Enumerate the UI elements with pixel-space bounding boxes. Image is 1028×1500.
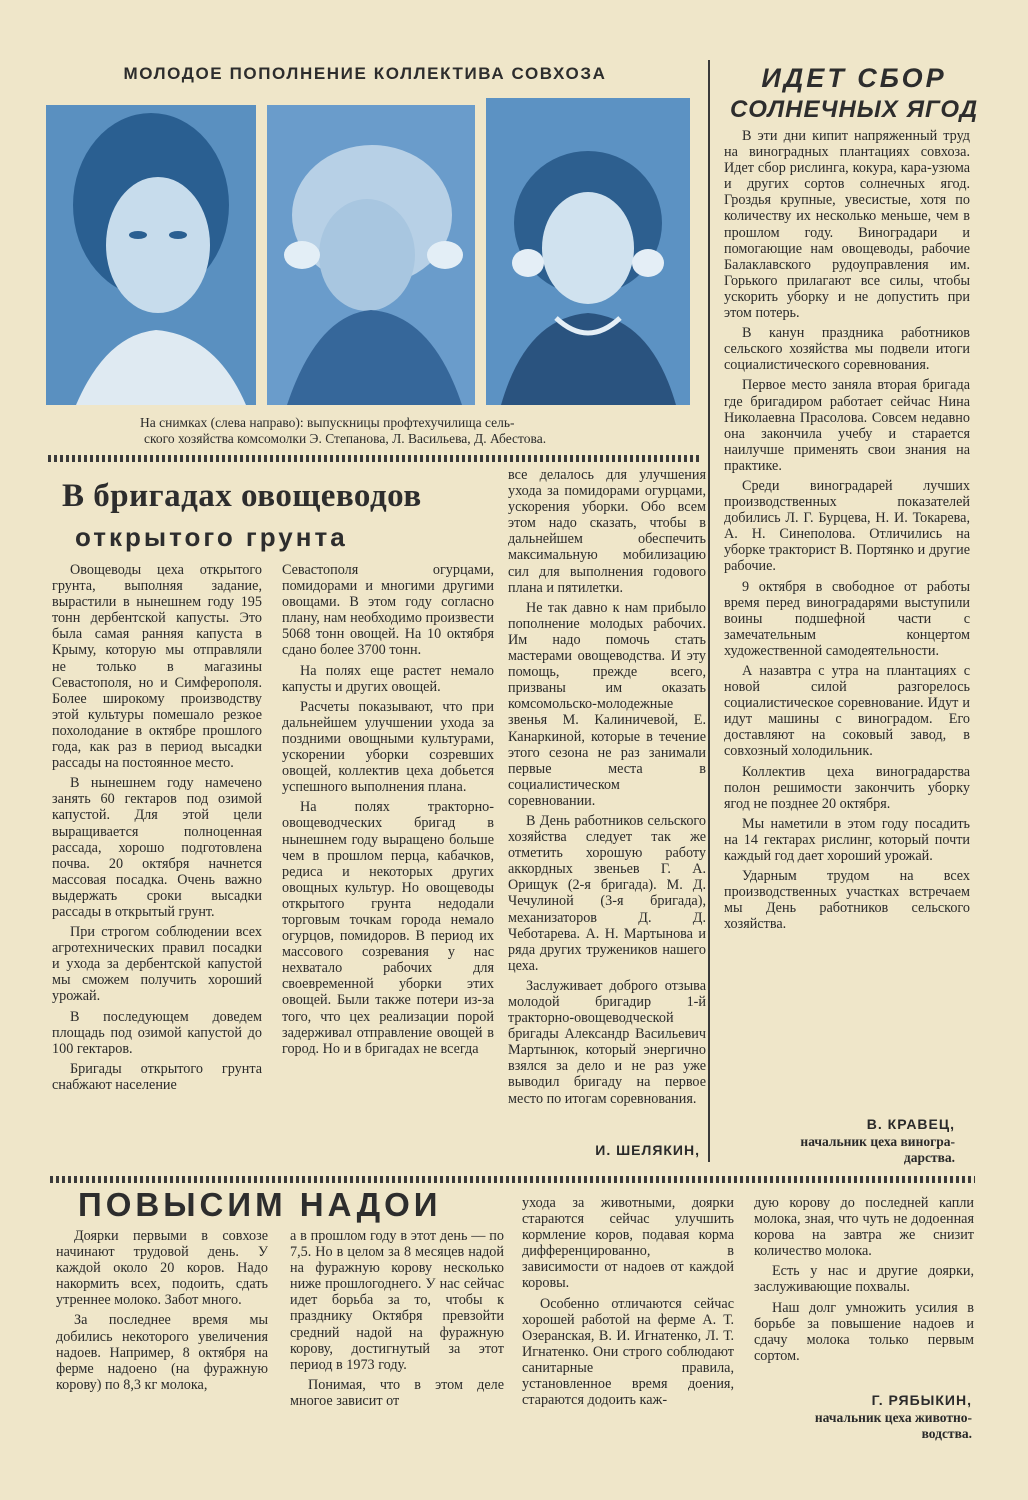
photo-vasilyeva xyxy=(267,105,475,405)
main-signature: И. ШЕЛЯКИН, xyxy=(595,1142,700,1158)
section-title: МОЛОДОЕ ПОПОЛНЕНИЕ КОЛЛЕКТИВА СОВХОЗА xyxy=(123,64,607,83)
sidebar-role-line-1: начальник цеха виногра- xyxy=(800,1134,955,1149)
paragraph: На полях еще растет немало капусты и других овощей. xyxy=(282,662,494,695)
caption-line-2: ского хозяйства комсомолки Э. Степанова, Л. Васильева, Д. Абестова. xyxy=(144,431,547,446)
paragraph: В эти дни кипит напряженный труд на виноградных плантациях совхоза. Идет сбор рислинга, кокура, кара-узюма и других сортов солнечных ягод. Гроздья крупные, увесистые, хотя по количеству их несколько меньше, чем в прошлом году. Виноградари и помогающие нам овощеводы, рабочие Балаклавского рудоуправления им. Горького прилагают все силы, чтобы ускорить уборку и не допустить при этом потерь. xyxy=(724,128,970,322)
paragraph: Расчеты показывают, что при дальнейшем улучшении ухода за поздними овощными культурами, ускорении уборки созревших овощей, коллектив цеха добьется успешного выполнения плана. xyxy=(282,698,494,796)
bottom-col-3 xyxy=(522,1195,734,1470)
bottom-signature-role xyxy=(760,1410,972,1442)
paragraph: Доярки первыми в совхозе начинают трудовой день. У каждой около 20 коров. Надо накормить всех, подоить, сдать утреннее молоко. Забот много. xyxy=(56,1228,268,1309)
paragraph: ухода за животными, доярки стараются сейчас улучшить кормление коров, подавая корма дифференцированно, в зависимости от надоев от каждой коровы. xyxy=(522,1195,734,1292)
bottom-role-line-2: водства. xyxy=(921,1426,972,1441)
sidebar-role-line-2: дарства. xyxy=(903,1150,955,1165)
main-col-2 xyxy=(282,562,494,1174)
column-rule xyxy=(708,60,710,1162)
paragraph: Коллектив цеха виноградарства полон решимости закончить уборку ягод не позднее 20 октября. xyxy=(724,763,970,812)
main-col-3 xyxy=(508,467,706,1139)
dotted-separator-top xyxy=(48,455,700,462)
bottom-col-1 xyxy=(56,1228,268,1468)
sidebar-title-line-1: ИДЕТ СБОР xyxy=(761,63,947,93)
sidebar-signature-name: В. КРАВЕЦ, xyxy=(866,1116,955,1132)
paragraph: Есть у нас и другие доярки, заслуживающие похвалы. xyxy=(754,1263,974,1296)
dotted-separator-bottom xyxy=(50,1176,975,1183)
paragraph: В канун праздника работников сельского хозяйства мы подвели итоги социалистического соревнования. xyxy=(724,325,970,374)
paragraph: При строгом соблюдении всех агротехнических правил посадки и ухода за дербентской капустой мы сможем получить хороший урожай. xyxy=(52,924,262,1005)
paragraph: А назавтра с утра на плантациях с новой силой разгорелось социалистическое соревнование. Идут и идут машины с виноградом. Его доставляют на соковый завод, в совхозный холодильник. xyxy=(724,663,970,760)
paragraph: Наш долг умножить усилия в борьбе за повышение надоев и сдачу молока только первым сортом. xyxy=(754,1299,974,1364)
bottom-role-line-1: начальник цеха животно- xyxy=(814,1410,972,1425)
paragraph: а в прошлом году в этот день — по 7,5. Но в целом за 8 месяцев надой на фуражную корову несколько ниже прошлогоднего. У нас сейчас идет борьба за то, чтобы к празднику Октября превзойти средний надой на фуражную корову, достигнутый за этот период в 1973 году. xyxy=(290,1228,504,1373)
bottom-signature-name: Г. РЯБЫКИН, xyxy=(871,1392,972,1408)
paragraph: Заслуживает доброго отзыва молодой бригадир 1-й тракторно-овощеводческой бригады Александр Васильевич Мартынюк, который энергично взялся за дело и не раз уже выводил бригаду на первое место по итогам соревнования. xyxy=(508,977,706,1107)
paragraph: На полях тракторно-овощеводческих бригад в нынешнем году выращено больше чем в прошлом перца, кабачков, редиса и некоторых других овощных культур. Но овощеводы открытого грунта недодали торговым точкам города немало огурцов, помидоров. В период их массового созревания у нас нехватало рабочих для своевременной уборки этих овощей. Были также потери из-за того, что цех реализации порой задерживал отправление овощей в город. Но и в бригадах не всегда xyxy=(282,799,494,1057)
paragraph: Первое место заняла вторая бригада где бригадиром работает сейчас Нина Николаевна Прасолова. Совсем недавно она закончила учебу и старается наилучше применять свои знания на практике. xyxy=(724,377,970,474)
photo-stepanova xyxy=(46,105,256,405)
paragraph: Особенно отличаются сейчас хорошей работой на ферме А. Т. Озеранская, В. И. Игнатенко, Л. Т. Игнатенко. Они строго соблюдают санитарные правила, установленное время доения, стараются додоить каж- xyxy=(522,1295,734,1409)
paragraph: все делалось для улучшения ухода за помидорами огурцами, ускорения уборки. Обо всем этом надо сказать, чтобы в дальнейшем обеспечить максимальную мобилизацию сил для выполнения годового плана и пятилетки. xyxy=(508,467,706,596)
paragraph: Бригады открытого грунта снабжают население xyxy=(52,1060,262,1093)
sidebar-title xyxy=(720,62,988,126)
bottom-title: ПОВЫСИМ НАДОИ xyxy=(78,1186,442,1223)
sidebar-title-line-2: СОЛНЕЧНЫХ ЯГОД xyxy=(729,96,979,123)
sidebar-body xyxy=(724,128,970,1118)
paragraph: дую корову до последней капли молока, зная, что чуть не додоенная корова на завтра же снизит количество молока. xyxy=(754,1195,974,1260)
paragraph: За последнее время мы добились некоторого увеличения надоев. Например, 8 октября на ферме надоено (на фуражную корову) по 8,3 кг молока, xyxy=(56,1312,268,1393)
paragraph: Ударным трудом на всех производственных участках встречаем мы День работников сельского хозяйства. xyxy=(724,868,970,933)
paragraph: Среди виноградарей лучших производственных показателей добились Л. Г. Бурцева, Н. И. Токарева, А. Н. Синеполова. Отличились на уборке тракторист В. Портянко и другие рабочие. xyxy=(724,477,970,575)
paragraph: Севастополя огурцами, помидорами и многими другими овощами. В этом году согласно плану, нам необходимо произвести 5068 тонн овощей. На 10 октября сдано более 3700 тонн. xyxy=(282,562,494,659)
paragraph: В День работников сельского хозяйства следует так же отметить хорошую работу аккордных звеньев Г. А. Орищук (2-я бригада). М. Д. Чечулиной (3-я бригада), механизаторов Д. Д. Чеботарева. А. Н. Мартынова и ряда других тружеников нашего цеха. xyxy=(508,812,706,974)
photo-caption xyxy=(140,415,700,447)
paragraph: В нынешнем году намечено занять 60 гектаров под озимой капустой. Для этой цели выращивается полноценная рассада, хорошо подготовлена почва. 20 октября начнется массовая посадка. Очень важно выдержать сроки высадки рассады в открытый грунт. xyxy=(52,775,262,920)
paragraph: Не так давно к нам прибыло пополнение молодых рабочих. Им надо помочь стать мастерами овощеводства. И эту помощь, прежде всего, призваны им оказать комсомольско-молодежные звенья М. Калиничевой, Е. Канаркиной, которые в течение этого сезона не раз занимали первые места в социалистическом соревновании. xyxy=(508,599,706,809)
paragraph: Понимая, что в этом деле многое зависит от xyxy=(290,1376,504,1409)
main-title-line-2: открытого грунта xyxy=(75,522,348,552)
caption-line-1: На снимках (слева направо): выпускницы профтехучилища сель- xyxy=(140,415,515,430)
paragraph: Мы наметили в этом году посадить на 14 гектарах рислинг, который почти каждый год дает хороший урожай. xyxy=(724,815,970,865)
paragraph: 9 октября в свободное от работы время перед виноградарями выступили воины подшефной части с замечательным концертом художественной самодеятельности. xyxy=(724,578,970,659)
bottom-col-4 xyxy=(754,1195,974,1395)
paragraph: В последующем доведем площадь под озимой капустой до 100 гектаров. xyxy=(52,1008,262,1057)
bottom-col-2 xyxy=(290,1228,504,1468)
sidebar-signature-role xyxy=(740,1134,955,1166)
paragraph: Овощеводы цеха открытого грунта, выполняя задание, вырастили в нынешнем году 195 тонн дербентской капусты. Это была самая ранняя капуста в Крыму, которую мы отправляли не только в магазины Севастополя, но и Симферополя. Более широкому производству этой культуры помешало резкое похолодание в октябре прошлого года, как раз в период высадки рассады на постоянное место. xyxy=(52,562,262,772)
main-col-1 xyxy=(52,562,262,1174)
main-title-line-1: В бригадах овощеводов xyxy=(62,478,422,514)
photo-abestova xyxy=(486,98,690,405)
